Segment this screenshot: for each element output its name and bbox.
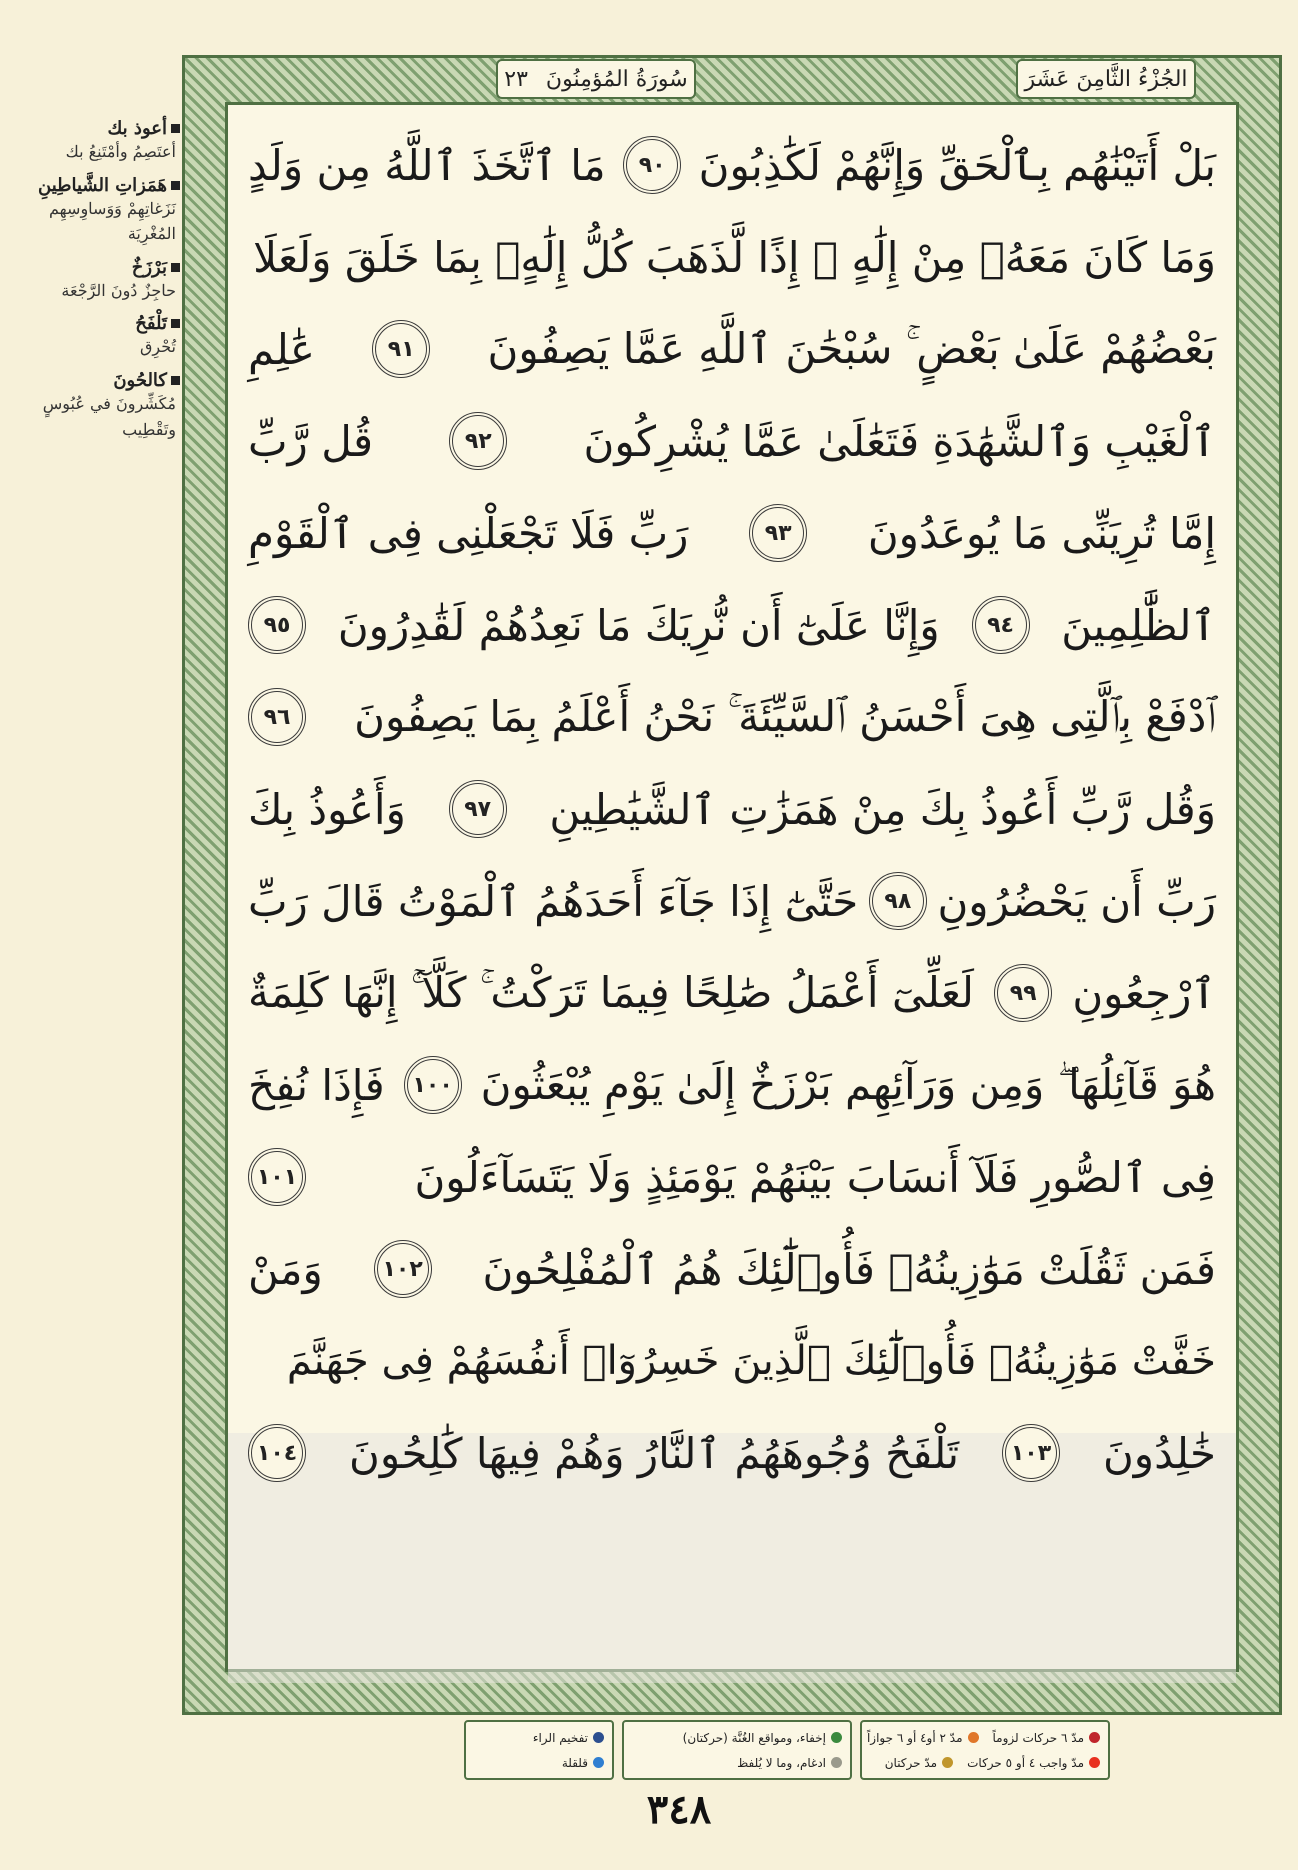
ayah-number-marker: ١٠٠ bbox=[404, 1056, 462, 1114]
verse-text: رَبِّ فَلَا تَجْعَلْنِى فِى ٱلْقَوْمِ bbox=[248, 508, 689, 558]
text-line bbox=[248, 1043, 1216, 1127]
legend-box-madd bbox=[860, 1720, 1110, 1780]
text-line bbox=[248, 399, 1216, 483]
surah-number: ٢٣ bbox=[504, 66, 528, 92]
bullet-icon bbox=[171, 124, 180, 133]
legend-label: مدّ حركتان bbox=[884, 1755, 938, 1770]
bullet-icon bbox=[171, 181, 180, 190]
ayah-number-marker: ٩٥ bbox=[248, 596, 306, 654]
text-line bbox=[248, 583, 1216, 667]
legend-box-qalqala bbox=[464, 1720, 614, 1780]
glossary-definition: نَزَغاتِهِمْ وَوَساوِسِهِم المُغْرِيَة bbox=[49, 198, 176, 244]
glossary-entry bbox=[10, 370, 180, 442]
glossary-word-text: أعوذ بك bbox=[107, 118, 167, 139]
legend-item bbox=[474, 1756, 604, 1770]
ayah-number-marker: ١٠١ bbox=[248, 1148, 306, 1206]
verse-text: تَلْفَحُ وُجُوهَهُمُ ٱلنَّارُ وَهُمْ فِيهَا كَٰلِحُونَ bbox=[348, 1428, 960, 1478]
verse-text: عَٰلِمِ bbox=[248, 324, 315, 374]
text-line bbox=[248, 767, 1216, 851]
bullet-icon bbox=[171, 376, 180, 385]
text-line bbox=[248, 123, 1216, 207]
verse-text: فِى ٱلصُّورِ فَلَآ أَنسَابَ بَيْنَهُمْ يَوْمَئِذٍ وَلَا يَتَسَآءَلُونَ bbox=[414, 1152, 1216, 1202]
ayah-number-marker: ٩٣ bbox=[749, 504, 807, 562]
glossary-definition: حاجِزٌ دُونَ الرَّجْعَة bbox=[61, 280, 176, 300]
text-line bbox=[248, 1135, 1216, 1219]
color-dot-icon bbox=[1089, 1732, 1100, 1743]
ayah-number-marker: ٩٠ bbox=[623, 136, 681, 194]
bullet-icon bbox=[171, 319, 180, 328]
text-line bbox=[248, 675, 1216, 759]
legend-label: ادغام، وما لا يُلفظ bbox=[737, 1755, 826, 1770]
ayah-number-marker: ٩٩ bbox=[994, 964, 1052, 1022]
verse-text: وَإِنَّا عَلَىٰٓ أَن نُّرِيَكَ مَا نَعِدُهُمْ لَقَٰدِرُونَ bbox=[337, 600, 940, 650]
glossary-entry bbox=[10, 118, 180, 165]
text-panel bbox=[225, 66, 1239, 1672]
verse-text: مَا ٱتَّخَذَ ٱللَّهُ مِن وَلَدٍ bbox=[248, 140, 606, 190]
glossary-word bbox=[10, 175, 180, 196]
color-dot-icon bbox=[968, 1732, 979, 1743]
verse-text: رَبِّ أَن يَحْضُرُونِ bbox=[937, 876, 1216, 926]
margin-glossary bbox=[10, 118, 180, 452]
color-dot-icon bbox=[831, 1757, 842, 1768]
text-line bbox=[248, 491, 1216, 575]
legend-item bbox=[867, 1731, 979, 1745]
legend-item bbox=[967, 1756, 1100, 1770]
text-line bbox=[248, 1319, 1216, 1403]
legend-label: إخفاء، ومواقع الغُنَّة (حركتان) bbox=[682, 1730, 826, 1745]
legend-label: تفخيم الراء bbox=[532, 1730, 588, 1745]
ayah-number-marker: ٩٧ bbox=[449, 780, 507, 838]
ayah-number-marker: ٩٨ bbox=[869, 872, 927, 930]
verse-text: فَمَن ثَقُلَتْ مَوَٰزِينُهُۥ فَأُو۟لَٰٓئِكَ هُمُ ٱلْمُفْلِحُونَ bbox=[482, 1244, 1216, 1294]
legend-label: مدّ ٢ أو٤ أو ٦ جوازاً bbox=[866, 1730, 963, 1745]
color-dot-icon bbox=[1089, 1757, 1100, 1768]
text-line bbox=[248, 307, 1216, 391]
verse-text: حَتَّىٰٓ إِذَا جَآءَ أَحَدَهُمُ ٱلْمَوْتُ قَالَ رَبِّ bbox=[248, 876, 859, 926]
glossary-definition: مُكَشِّرونَ في عُبُوسٍ وتَقْطِيب bbox=[42, 393, 176, 439]
verse-text: بَلْ أَتَيْنَٰهُم بِٱلْحَقِّ وَإِنَّهُمْ لَكَٰذِبُونَ bbox=[698, 140, 1216, 190]
legend-label: مدّ ٦ حركات لزوماً bbox=[992, 1730, 1084, 1745]
verse-text: هُوَ قَآئِلُهَا ۖ وَمِن وَرَآئِهِم بَرْزَخٌ إِلَىٰ يَوْمِ يُبْعَثُونَ bbox=[480, 1060, 1216, 1109]
text-line bbox=[248, 859, 1216, 943]
legend-item bbox=[632, 1731, 842, 1745]
glossary-definition: تُحْرِق bbox=[139, 337, 176, 357]
color-dot-icon bbox=[831, 1732, 842, 1743]
glossary-word-text: بَرْزَخٌ bbox=[131, 256, 167, 278]
verse-text: ٱدْفَعْ بِٱلَّتِى هِىَ أَحْسَنُ ٱلسَّيِّئَةَ ۚ نَحْنُ أَعْلَمُ بِمَا يَصِفُونَ bbox=[354, 692, 1216, 741]
glossary-entry bbox=[10, 313, 180, 360]
legend-item bbox=[632, 1756, 842, 1770]
text-line bbox=[248, 1227, 1216, 1311]
verse-text: لَعَلِّىٓ أَعْمَلُ صَٰلِحًا فِيمَا تَرَكْتُ ۚ كَلَّآ ۚ إِنَّهَا كَلِمَةٌ bbox=[248, 968, 974, 1017]
ayah-number-marker: ٩٦ bbox=[248, 688, 306, 746]
color-dot-icon bbox=[593, 1732, 604, 1743]
surah-header bbox=[496, 59, 696, 99]
glossary-entry bbox=[10, 257, 180, 304]
glossary-word-text: تَلْفَحُ bbox=[135, 313, 167, 335]
quran-text bbox=[248, 123, 1216, 1649]
verse-text: وَمَا كَانَ مَعَهُۥ مِنْ إِلَٰهٍ ۚ إِذًا لَّذَهَبَ كُلُّ إِلَٰهٍۭ بِمَا خَلَقَ وَلَعَلَا bbox=[253, 232, 1216, 282]
verse-text: خَفَّتْ مَوَٰزِينُهُۥ فَأُو۟لَٰٓئِكَ ٱلَّذِينَ خَسِرُوٓا۟ أَنفُسَهُمْ فِى جَهَنَّمَ bbox=[286, 1338, 1216, 1384]
ayah-number-marker: ٩٤ bbox=[972, 596, 1030, 654]
glossary-word-text: هَمَزاتِ الشَّياطِينِ bbox=[38, 174, 167, 196]
surah-name: سُورَةُ المُؤمِنُونَ bbox=[545, 66, 688, 92]
tajweed-legend bbox=[420, 1720, 1110, 1780]
text-line bbox=[248, 951, 1216, 1035]
ayah-number-marker: ٩١ bbox=[372, 320, 430, 378]
verse-text: وَأَعُوذُ بِكَ bbox=[248, 784, 406, 834]
verse-text: ٱرْجِعُونِ bbox=[1072, 968, 1216, 1018]
juz-header bbox=[1016, 59, 1196, 99]
legend-item bbox=[993, 1731, 1101, 1745]
text-line bbox=[248, 215, 1216, 299]
verse-text: ٱلظَّٰلِمِينَ bbox=[1061, 600, 1216, 650]
ayah-number-marker: ١٠٤ bbox=[248, 1424, 306, 1482]
glossary-word-text: كالحُونَ bbox=[113, 369, 167, 391]
glossary-word bbox=[10, 313, 180, 334]
color-dot-icon bbox=[593, 1757, 604, 1768]
ayah-number-marker: ٩٢ bbox=[449, 412, 507, 470]
page-frame bbox=[182, 55, 1282, 1715]
juz-label: الجُزْءُ الثَّامِنَ عَشَرَ bbox=[1024, 66, 1188, 92]
color-dot-icon bbox=[942, 1757, 953, 1768]
legend-box-ghunna bbox=[622, 1720, 852, 1780]
verse-text: بَعْضُهُمْ عَلَىٰ بَعْضٍ ۚ سُبْحَٰنَ ٱللَّهِ عَمَّا يَصِفُونَ bbox=[487, 324, 1216, 373]
ayah-number-marker: ١٠٢ bbox=[374, 1240, 432, 1298]
verse-text: وَمَنْ bbox=[248, 1244, 323, 1294]
glossary-word bbox=[10, 257, 180, 278]
verse-text: وَقُل رَّبِّ أَعُوذُ بِكَ مِنْ هَمَزَٰتِ ٱلشَّيَٰطِينِ bbox=[549, 784, 1216, 834]
legend-item bbox=[885, 1756, 953, 1770]
legend-item bbox=[474, 1731, 604, 1745]
glossary-definition: أعتَصِمُ وأمْتَنِعُ بك bbox=[65, 142, 176, 161]
verse-text: قُل رَّبِّ bbox=[248, 416, 374, 466]
verse-text: إِمَّا تُرِيَنِّى مَا يُوعَدُونَ bbox=[867, 508, 1216, 558]
verse-text: خَٰلِدُونَ bbox=[1102, 1428, 1216, 1478]
text-line bbox=[248, 1411, 1216, 1495]
verse-text: فَإِذَا نُفِخَ bbox=[248, 1060, 385, 1110]
ayah-number-marker: ١٠٣ bbox=[1002, 1424, 1060, 1482]
glossary-word bbox=[10, 118, 180, 139]
bullet-icon bbox=[171, 263, 180, 272]
glossary-word bbox=[10, 370, 180, 391]
legend-label: مدّ واجب ٤ أو ٥ حركات bbox=[967, 1755, 1084, 1770]
legend-label: قلقلة bbox=[561, 1755, 588, 1770]
page-number: ٣٤٨ bbox=[646, 1786, 712, 1833]
glossary-entry bbox=[10, 175, 180, 247]
verse-text: ٱلْغَيْبِ وَٱلشَّهَٰدَةِ فَتَعَٰلَىٰ عَمَّا يُشْرِكُونَ bbox=[583, 416, 1216, 466]
